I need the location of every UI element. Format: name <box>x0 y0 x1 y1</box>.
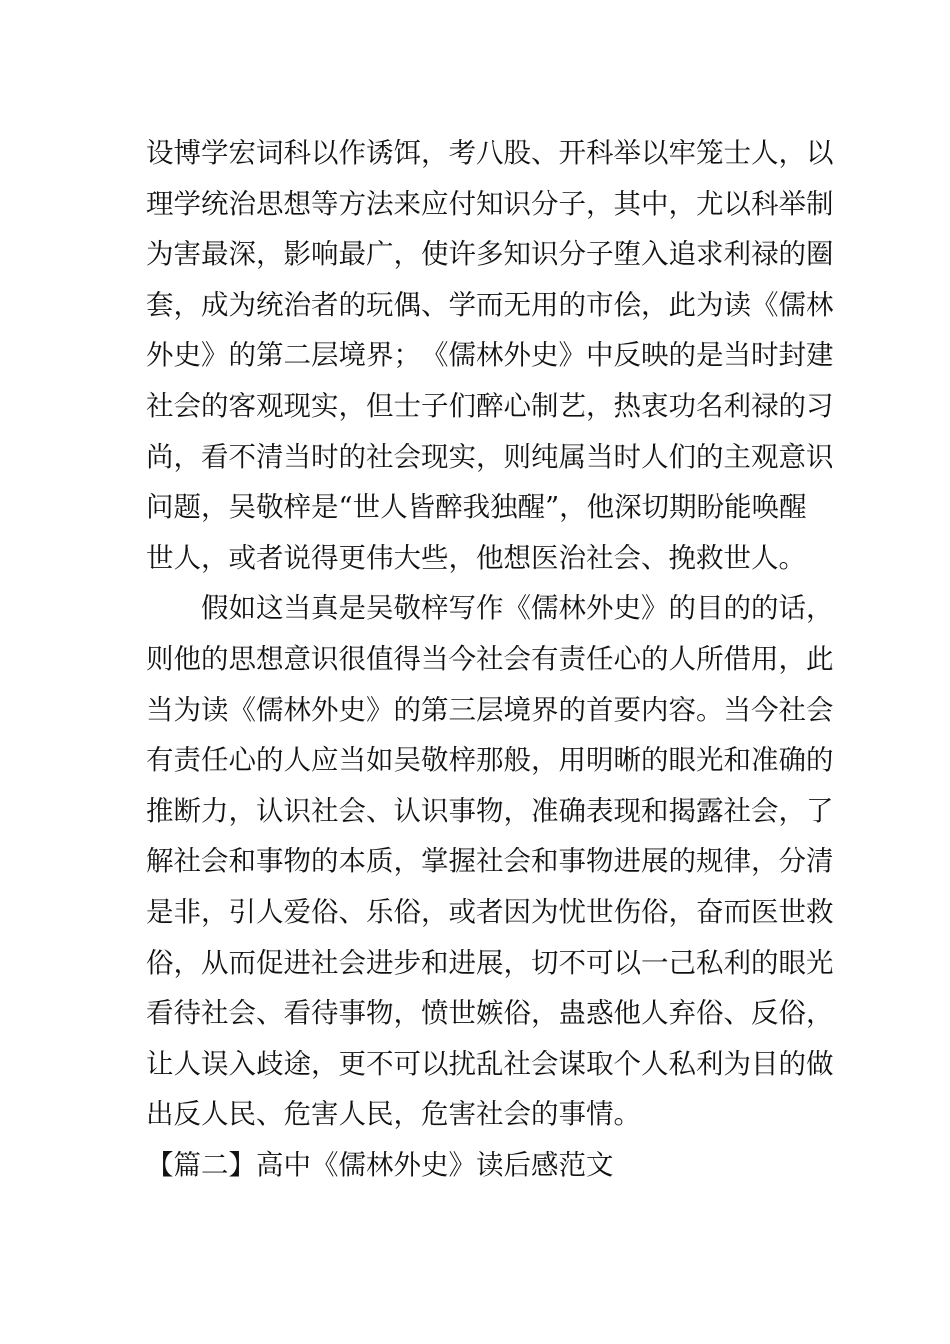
text-line: 社 会 的 客 观 现 实 ， 但 士 子 们 醉 心 制 艺 ， 热 衷 功 名 利 禄 的 习 <box>146 389 834 422</box>
text-line: 尚 ， 看 不 清 当 时 的 社 会 现 实 ， 则 纯 属 当 时 人 们 的 主 观 意 识 <box>146 440 834 473</box>
text-line: 是 非 ， 引 人 爱 俗 、 乐 俗 ， 或 者 因 为 忧 世 伤 俗 ， 奋 而 医 世 救 <box>146 895 834 928</box>
text-line: 看 待 社 会 、 看 待 事 物 ， 愤 世 嫉 俗 ， 蛊 惑 他 人 弃 俗 、 反 俗 ， <box>146 997 834 1030</box>
text-line: 让 人 误 入 歧 途 ， 更 不 可 以 扰 乱 社 会 谋 取 个 人 私 利 为 目 的 做 <box>146 1047 834 1080</box>
text-line: 推 断 力 ， 认 识 社 会 、 认 识 事 物 ， 准 确 表 现 和 揭 露 社 会 ， 了 <box>146 794 834 827</box>
text-line: 套 ， 成 为 统 治 者 的 玩 偶 、 学 而 无 用 的 市 侩 ， 此 为 读 《 儒 林 <box>146 288 834 321</box>
text-line: 有 责 任 心 的 人 应 当 如 吴 敬 梓 那 般 ， 用 明 晰 的 眼 光 和 准 确 的 <box>146 744 834 777</box>
text-line: 外 史 》 的 第 二 层 境 界 ； 《 儒 林 外 史 》 中 反 映 的 是 当 时 封 建 <box>146 339 834 372</box>
text-line: 则 他 的 思 想 意 识 很 值 得 当 今 社 会 有 责 任 心 的 人 所 借 用 ， 此 <box>146 642 834 675</box>
text-line: 俗 ， 从 而 促 进 社 会 进 步 和 进 展 ， 切 不 可 以 一 己 私 利 的 眼 光 <box>146 946 834 979</box>
text-line: 设 博 学 宏 词 科 以 作 诱 饵 ， 考 八 股 、 开 科 举 以 牢 笼 士 人 ， 以 <box>146 137 834 169</box>
text-line: 出反人民、危害人民，危害社会的事情。 <box>146 1098 641 1131</box>
text-line: 解 社 会 和 事 物 的 本 质 ， 掌 握 社 会 和 事 物 进 展 的 规 律 ， 分 清 <box>146 845 834 878</box>
document-body <box>146 128 834 1190</box>
text-line: 世人，或者说得更伟大些，他想医治社会、挽救世人。 <box>146 541 806 574</box>
text-line: 当 为 读 《 儒 林 外 史 》 的 第 三 层 境 界 的 首 要 内 容 。 当 今 社 会 <box>146 693 834 726</box>
text-line: 假 如 这 当 真 是 吴 敬 梓 写 作 《 儒 林 外 史 》 的 目 的 的 话 ， <box>201 592 834 625</box>
text-line: 理 学 统 治 思 想 等 方 法 来 应 付 知 识 分 子 ， 其 中 ， 尤 以 科 举 制 <box>146 187 834 220</box>
text-line: 问 题 ， 吴 敬 梓 是 “ 世 人 皆 醉 我 独 醒 ” ， 他 深 切 期 盼 能 唤 醒 <box>146 491 807 524</box>
text-line: 为 害 最 深 ， 影 响 最 广 ， 使 许 多 知 识 分 子 堕 入 追 求 利 禄 的 圈 <box>146 238 834 271</box>
section-heading: 【篇二】高中《儒林外史》读后感范文 <box>146 1148 614 1181</box>
